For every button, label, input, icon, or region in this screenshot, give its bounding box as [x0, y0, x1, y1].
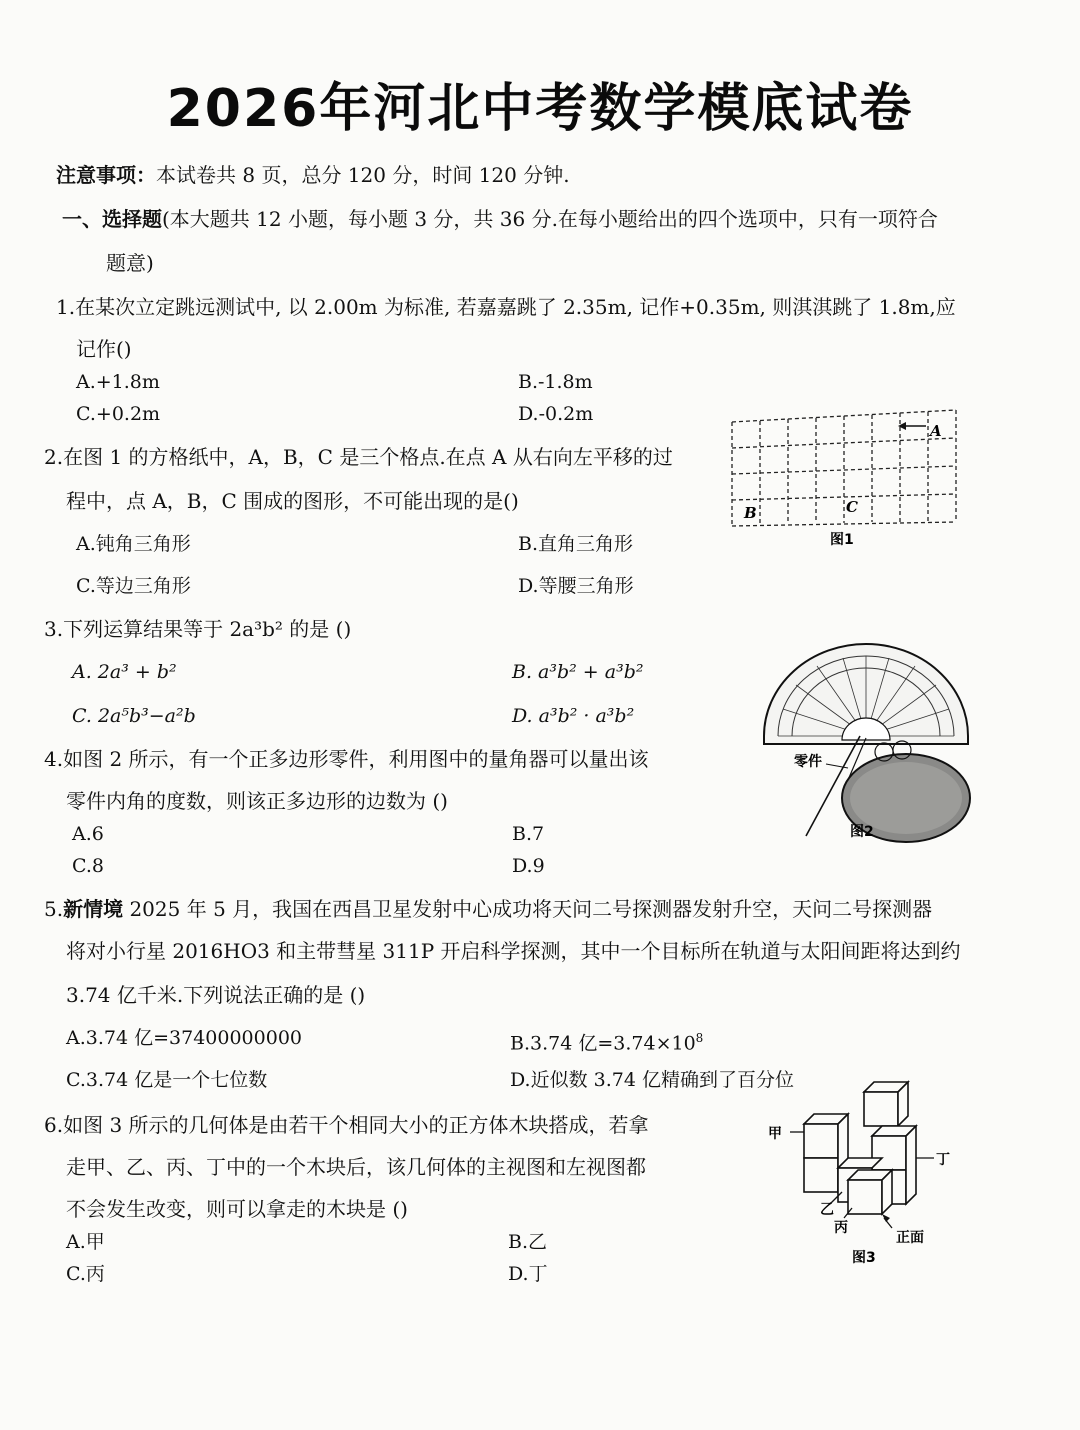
q6-stem: 6.如图 3 所示的几何体是由若干个相同大小的正方体木块搭成，若拿: [44, 1113, 649, 1137]
q2-option-d: D.等腰三角形: [518, 575, 634, 597]
notice-text: 本试卷共 8 页，总分 120 分，时间 120 分钟.: [156, 163, 570, 187]
q6-stem-cont: 走甲、乙、丙、丁中的一个木块后，该几何体的主视图和左视图都: [66, 1155, 646, 1179]
fig1-label-a: A: [930, 422, 942, 440]
q1-option-b: B.-1.8m: [518, 371, 593, 393]
q1-stem-cont: 记作(): [76, 337, 132, 361]
q2-option-a: A.钝角三角形: [76, 533, 191, 555]
section-desc-cont: 题意): [106, 251, 154, 275]
q4-option-a: A.6: [72, 823, 104, 845]
q5-option-b-base: B.3.74 亿=3.74×10: [510, 1032, 696, 1055]
q4-option-c: C.8: [72, 855, 104, 877]
figure-2: [756, 640, 976, 850]
notice: [56, 160, 570, 190]
q5-stem: [44, 894, 932, 924]
fig2-caption: 图2: [850, 824, 874, 840]
q4-stem-cont: 零件内角的度数，则该正多边形的边数为 (): [66, 789, 448, 813]
q3-option-b: B. a³b² + a³b²: [512, 661, 644, 683]
q3-option-d: D. a³b² · a³b²: [512, 705, 635, 727]
q5-option-b-exp: 8: [695, 1031, 704, 1045]
page-title: 2026年河北中考数学模底试卷: [166, 79, 914, 139]
fig3-label-front: 正面: [896, 1230, 924, 1246]
figure-1: [726, 404, 962, 554]
fig3-label-bing: 丙: [834, 1220, 848, 1236]
q1-option-a: A.+1.8m: [76, 371, 160, 393]
q6-option-b: B.乙: [508, 1231, 548, 1253]
protractor-figure: [756, 640, 976, 850]
q5-option-a: A.3.74 亿=37400000000: [66, 1027, 302, 1049]
q5-tag: 新情境: [63, 897, 124, 921]
q2-option-c: C.等边三角形: [76, 575, 191, 597]
fig3-label-ding: 丁: [936, 1152, 950, 1168]
cubes-figure: [764, 1076, 964, 1272]
q2-stem: 2.在图 1 的方格纸中，A，B，C 是三个格点.在点 A 从右向左平移的过: [44, 445, 673, 469]
fig3-label-jia: 甲: [768, 1126, 782, 1142]
section-desc: (本大题共 12 小题，每小题 3 分，共 36 分.在每小题给出的四个选项中，只有一项符合: [162, 207, 938, 231]
fig3-label-yi: 乙: [820, 1202, 834, 1218]
q5-option-b: [510, 1024, 703, 1057]
section-title: 一、选择题: [62, 207, 162, 231]
fig1-label-b: B: [744, 504, 757, 522]
q5-option-c: C.3.74 亿是一个七位数: [66, 1069, 268, 1091]
q1-option-c: C.+0.2m: [76, 403, 161, 425]
q1-option-d: D.-0.2m: [518, 403, 594, 425]
q4-option-d: D.9: [512, 855, 545, 877]
figure-3: [764, 1076, 964, 1272]
fig3-caption: 图3: [852, 1250, 876, 1266]
q4-stem: 4.如图 2 所示，有一个正多边形零件，利用图中的量角器可以量出该: [44, 747, 649, 771]
q5-stem-cont: 将对小行星 2016HO3 和主带彗星 311P 开启科学探测，其中一个目标所在轨道与太阳间距将达到约: [66, 939, 961, 963]
q3-option-a: A. 2a³ + b²: [72, 661, 177, 683]
q3-stem: 3.下列运算结果等于 2a³b² 的是 (): [44, 617, 352, 641]
q2-stem-cont: 程中，点 A，B，C 围成的图形，不可能出现的是(): [66, 489, 519, 513]
grid-figure: [726, 404, 962, 554]
fig1-caption: 图1: [830, 532, 854, 548]
q1-stem: 1.在某次立定跳远测试中, 以 2.00m 为标准, 若嘉嘉跳了 2.35m, 记作+0.35m, 则淇淇跳了 1.8m,应: [56, 295, 956, 319]
q5-option-d: D.近似数 3.74 亿精确到了百分位: [510, 1069, 794, 1091]
q3-option-c: C. 2a⁵b³−a²b: [72, 705, 196, 727]
section-heading: [62, 204, 938, 234]
fig2-part-label: 零件: [794, 754, 822, 770]
q2-option-b: B.直角三角形: [518, 533, 634, 555]
q6-stem-cont2: 不会发生改变，则可以拿走的木块是 (): [66, 1197, 408, 1221]
q5-stem-cont2: 3.74 亿千米.下列说法正确的是 (): [66, 983, 366, 1007]
q6-option-c: C.丙: [66, 1263, 105, 1285]
q5-text: 2025 年 5 月，我国在西昌卫星发射中心成功将天问二号探测器发射升空，天问二号探测器: [123, 897, 933, 921]
q4-option-b: B.7: [512, 823, 545, 845]
fig1-label-c: C: [846, 498, 858, 516]
notice-label: 注意事项：: [56, 163, 156, 187]
q6-option-d: D.丁: [508, 1263, 548, 1285]
q6-option-a: A.甲: [66, 1231, 105, 1253]
q5-number: 5.: [44, 897, 64, 921]
